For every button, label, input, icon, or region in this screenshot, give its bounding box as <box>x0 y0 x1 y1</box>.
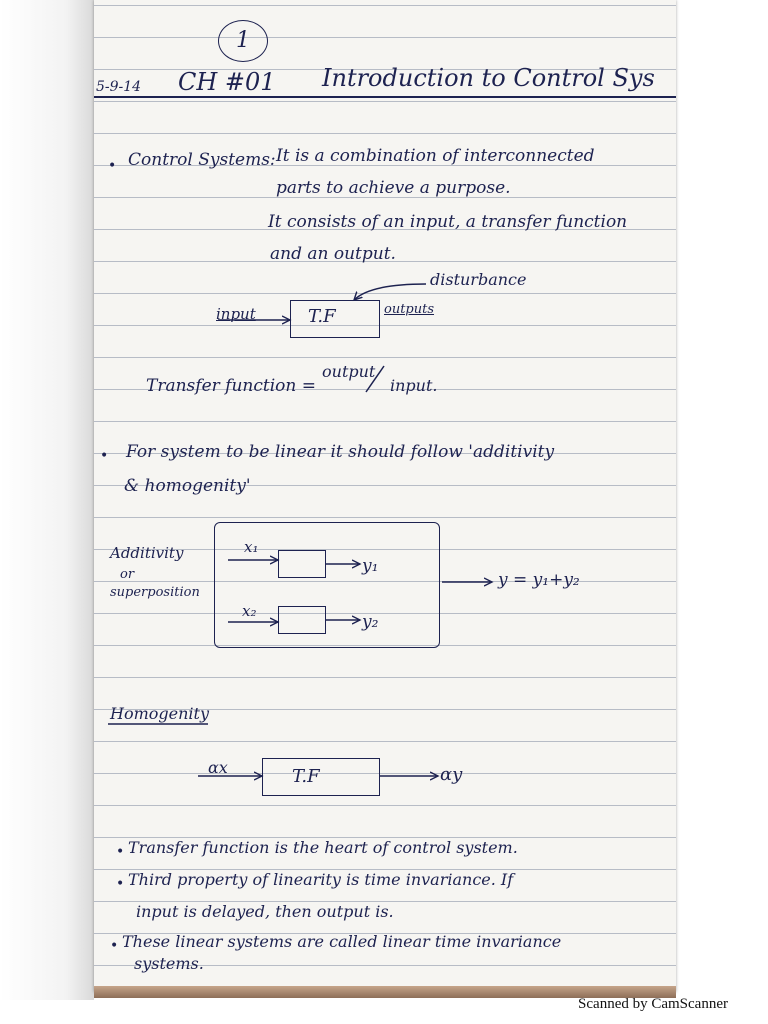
x2-label: x₂ <box>242 602 257 620</box>
y2-label: y₂ <box>362 612 379 632</box>
notebook-page <box>94 0 676 992</box>
control-systems-term: Control Systems: <box>128 150 276 170</box>
note-line: These linear systems are called linear time invariance <box>122 932 562 951</box>
linearity-line: & homogenity' <box>124 476 251 496</box>
additivity-result: y = y₁+y₂ <box>498 570 580 590</box>
bullet: • <box>100 448 109 464</box>
formula-numerator: output <box>322 362 376 381</box>
output-label: outputs <box>384 302 435 317</box>
input-label: input <box>216 305 256 323</box>
bullet: • <box>108 158 117 174</box>
definition-line: and an output. <box>270 244 396 264</box>
additivity-label: superposition <box>110 585 200 600</box>
date: 5-9-14 <box>96 79 142 95</box>
page-number: 1 <box>236 28 250 53</box>
chapter-label: CH #01 <box>178 68 276 96</box>
definition-line: It is a combination of interconnected <box>276 146 595 166</box>
formula-denominator: input. <box>390 376 438 395</box>
disturbance-arrow <box>354 284 426 300</box>
page-title: Introduction to Control Sys <box>322 64 655 92</box>
homogenity-block-label: T.F <box>292 766 320 787</box>
note-line: input is delayed, then output is. <box>136 902 394 921</box>
additivity-label: or <box>120 567 135 582</box>
note-line: Transfer function is the heart of control system. <box>128 838 518 857</box>
bullet: • <box>116 844 125 860</box>
tf-block-label: T.F <box>308 306 336 327</box>
homogenity-output: αy <box>440 764 463 785</box>
linearity-line: For system to be linear it should follow 'additivity <box>126 442 555 462</box>
scanner-credit: Scanned by CamScanner <box>578 996 728 1012</box>
bullet: • <box>110 938 119 954</box>
formula-text: Transfer function = <box>146 376 316 396</box>
definition-line: parts to achieve a purpose. <box>276 178 511 198</box>
x1-label: x₁ <box>244 538 259 556</box>
homogenity-input: αx <box>208 758 228 777</box>
definition-line: It consists of an input, a transfer function <box>268 212 628 232</box>
right-margin-edge <box>676 0 768 1000</box>
disturbance-label: disturbance <box>430 270 527 289</box>
diagram-arrows <box>94 0 676 992</box>
note-line: systems. <box>134 954 204 973</box>
homogenity-label: Homogenity <box>110 704 209 723</box>
note-line: Third property of linearity is time invariance. If <box>128 870 514 889</box>
additivity-label: Additivity <box>110 544 184 562</box>
y1-label: y₁ <box>362 556 379 576</box>
bullet: • <box>116 876 125 892</box>
formula-slash <box>366 366 384 392</box>
left-margin-edge <box>0 0 94 1000</box>
